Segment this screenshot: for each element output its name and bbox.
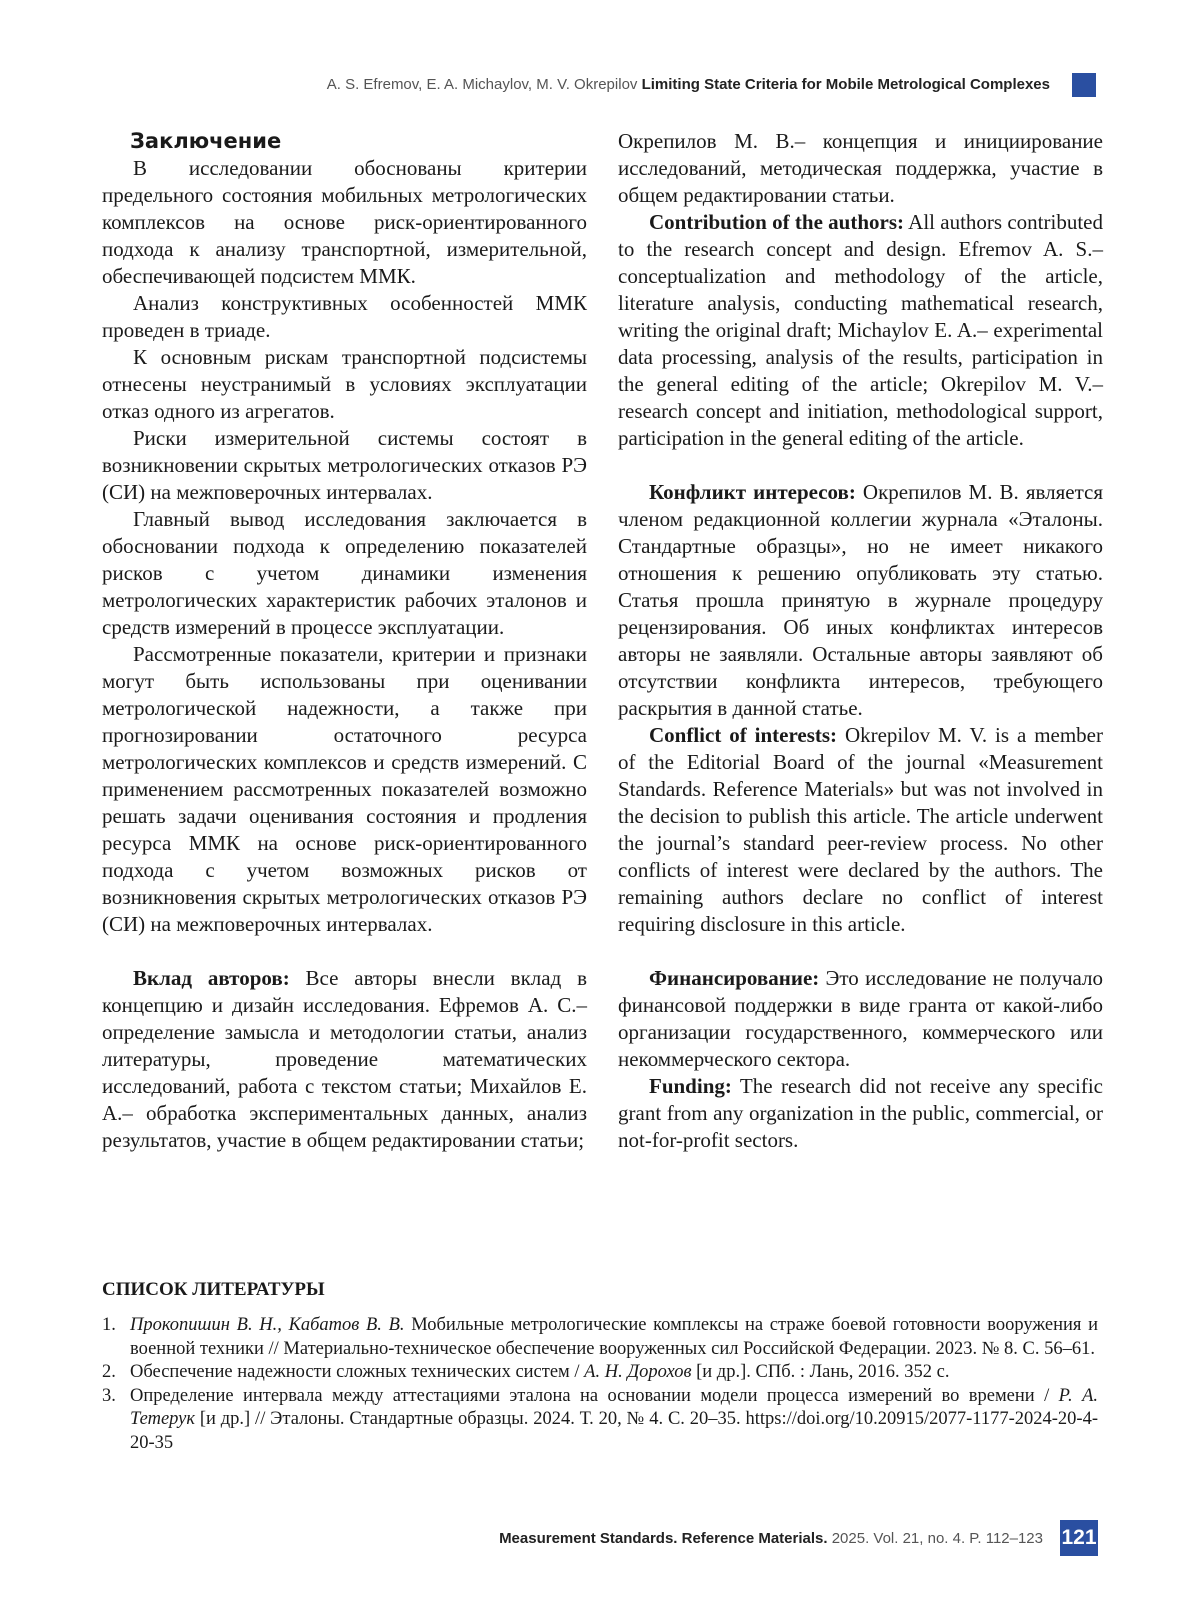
reference-text: [и др.]. СПб. : Лань, 2016. 352 с. [691,1362,950,1382]
reference-authors: А. Н. Дорохов [584,1362,692,1382]
funding-ru-text: Это исследование не получало финансовой поддержки в виде гранта от какой-либо организации государственного, коммерческого или некоммерческого сектора. [618,966,1103,1071]
footer-citation: 2025. Vol. 21, no. 4. P. 112–123 [827,1530,1043,1547]
right-column [618,128,1103,1154]
funding-en-text: The research did not receive any specific grant from any organization in the public, commercial, or not-for-profit sectors. [618,1074,1103,1152]
conclusion-heading: Заключение [130,129,282,153]
conclusion-paragraph: К основным рискам транспортной подсистемы отнесены неустранимый в условиях эксплуатации отказ одного из агрегатов. [102,345,587,423]
reference-text: [и др.] // Эталоны. Стандартные образцы. 2024. Т. 20, № 4. С. 20–35. https://doi.org/10.20915/2077-1177-2024-20-4-20-35 [130,1409,1098,1453]
conflict-of-interest-ru [618,479,1103,722]
references-title: СПИСОК ЛИТЕРАТУРЫ [102,1279,325,1300]
conflict-of-interest-ru-text: Окрепилов М. В. является членом редакционной коллегии журнала «Эталоны. Стандартные образцы», но не имеет никакого отношения к решению опубликовать эту статью. Статья прошла принятую в журнале процедуру рецензирования. Об иных конфликтах интересов авторы не заявляли. Остальные авторы заявляют об отсутствии конфликта интересов, требующего раскрытия в данной статье. [618,480,1103,720]
conclusion-paragraph: Главный вывод исследования заключается в обосновании подхода к определению показателей рисков с учетом динамики изменения метрологических характеристик рабочих эталонов и средств измерений в процессе эксплуатации. [102,507,587,639]
author-contribution-en [618,209,1103,452]
references-section [102,1278,1098,1455]
reference-number: 3. [102,1385,116,1406]
reference-text: Определение интервала между аттестациями эталона на основании модели процесса измерений во времени / [130,1385,1059,1406]
references-list [102,1314,1098,1455]
author-contribution-en-text: All authors contributed to the research concept and design. Efremov A. S.– conceptualization and methodology of the article, literature analysis, conducting mathematical research, writing the original draft; Michaylov E. A.– experimental data processing, analysis of the results, participation in the general editing of the article; Okrepilov M. V.– research concept and initiation, methodological support, participation in the general editing of the article. [618,210,1104,450]
funding-en [618,1073,1103,1154]
reference-text: Мобильные метрологические комплексы на страже боевой готовности вооружения и военной техники // Материально-техническое обеспечение вооруженных сил Российской Федерации. 2023. № 8. С. 56–61. [130,1315,1099,1359]
reference-authors: Р. А. Тетерук [130,1385,1098,1429]
funding-ru-lead: Финансирование: [649,966,820,990]
conclusion-paragraph: Анализ конструктивных особенностей ММК проведен в триаде. [102,291,587,342]
reference-item [102,1361,1098,1385]
running-head-title: Limiting State Criteria for Mobile Metrological Complexes [641,76,1050,93]
author-contribution-ru-lead: Вклад авторов: [133,966,290,990]
reference-authors: Прокопишин В. Н., Кабатов В. В. [130,1315,405,1335]
running-head [327,76,1050,93]
author-contribution-ru [102,965,587,1154]
funding-ru [618,965,1103,1073]
conclusion-paragraph: Риски измерительной системы состоят в возникновении скрытых метрологических отказов РЭ (СИ) на межповерочных интервалах. [102,426,587,504]
conflict-of-interest-en [618,722,1103,938]
funding-en-lead: Funding: [649,1074,732,1098]
footer-journal: Measurement Standards. Reference Materials. [499,1530,828,1547]
conflict-of-interest-en-lead: Conflict of interests: [649,723,838,747]
author-contribution-ru-continued: Окрепилов М. В.– концепция и инициирование исследований, методическая поддержка, участие в общем редактировании статьи. [618,129,1103,207]
header-accent-square [1072,73,1096,97]
reference-item [102,1314,1098,1361]
page-footer [499,1530,1043,1547]
conclusion-paragraph: В исследовании обоснованы критерии предельного состояния мобильных метрологических комплексов на основе риск-ориентированного подхода к анализу транспортной, измерительной, обеспечивающей подсистем ММК. [102,156,587,288]
conflict-of-interest-ru-lead: Конфликт интересов: [649,480,856,504]
running-head-authors: A. S. Efremov, E. A. Michaylov, M. V. Okrepilov [326,76,638,93]
author-contribution-en-lead: Contribution of the authors: [649,210,905,234]
page-number: 121 [1060,1520,1098,1556]
left-column [102,128,587,1154]
reference-number: 2. [102,1362,116,1382]
author-contribution-ru-text: Все авторы внесли вклад в концепцию и дизайн исследования. Ефремов А. С.– определение замысла и методологии статьи, анализ литературы, проведение математических исследований, работа с текстом статьи; Михайлов Е. А.– обработка экспериментальных данных, анализ результатов, участие в общем редактировании статьи; [102,966,587,1152]
reference-text: Обеспечение надежности сложных технических систем / [130,1362,585,1382]
conflict-of-interest-en-text: Okrepilov M. V. is a member of the Editorial Board of the journal «Measurement Standards. Reference Materials» but was not involved in the decision to publish this article. The article underwent the journal’s standard peer-review process. No other conflicts of interest were declared by the authors. The remaining authors declare no conflict of interest requiring disclosure in this article. [618,723,1103,936]
reference-number: 1. [102,1315,116,1335]
conclusion-paragraph: Рассмотренные показатели, критерии и признаки могут быть использованы при оценивании метрологической надежности, а также при прогнозировании остаточного ресурса метрологических комплексов и средств измерений. С применением рассмотренных показателей возможно решать задачи оценивания состояния и продления ресурса ММК на основе риск-ориентированного подхода с учетом возможных рисков от возникновения скрытых метрологических отказов РЭ (СИ) на межповерочных интервалах. [102,642,587,936]
reference-item [102,1385,1098,1456]
